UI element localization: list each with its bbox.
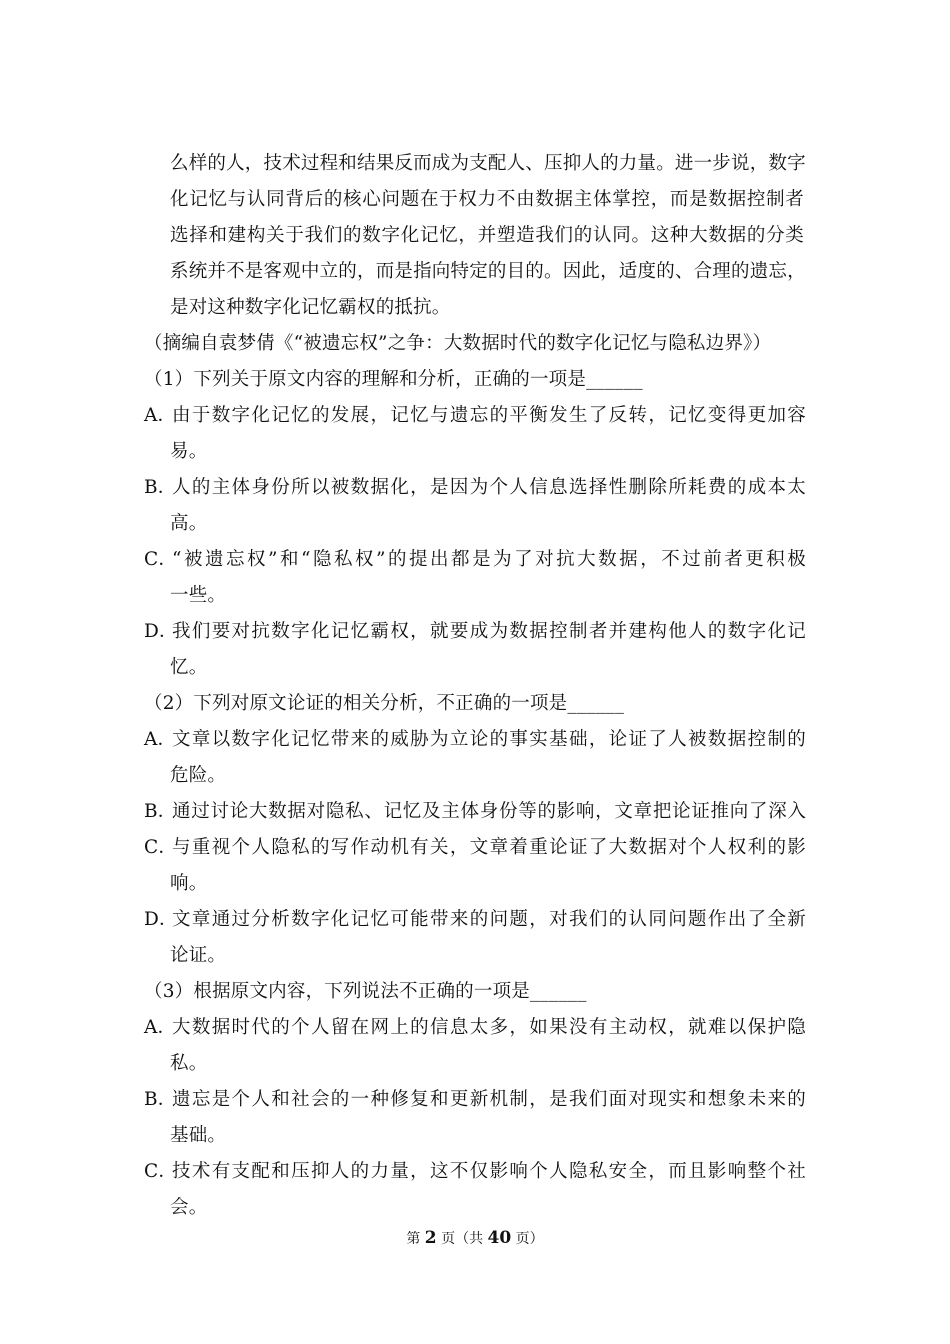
page-footer [0,1228,950,1249]
source-citation: （摘编自袁梦倩《“被遗忘权”之争：大数据时代的数字化记忆与隐私边界》） [144,333,772,354]
q1-option-c-label: C． [144,549,178,570]
passage-line-4: 系统并不是客观中立的，而是指向特定的目的。因此，适度的、合理的遗忘， [170,261,806,282]
q3-option-c-label: C． [144,1161,178,1182]
q2-option-d-label: D． [144,909,178,930]
q1-option-d-label: D． [144,621,178,642]
q1-option-a-text-cont: 易。 [170,441,208,462]
q3-option-b-text-cont: 基础。 [170,1125,227,1146]
passage-line-1: 么样的人，技术过程和结果反而成为支配人、压抑人的力量。进一步说，数字 [170,153,806,174]
passage-line-2: 化记忆与认同背后的核心问题在于权力不由数据主体掌控，而是数据控制者 [170,189,804,210]
q1-option-a-label: A． [144,405,177,426]
q3-option-a-label: A． [144,1017,177,1038]
q2-option-d-text-cont: 论证。 [170,945,227,966]
question-2-stem: （2）下列对原文论证的相关分析，不正确的一项是______ [144,693,625,714]
q1-option-d-text-cont: 忆。 [170,657,208,678]
q2-option-d-text: 文章通过分析数字化记忆可能带来的问题，对我们的认同问题作出了全新 [172,909,806,930]
footer-total-pages: 40 [487,1228,512,1248]
q1-option-b-text-cont: 高。 [170,513,208,534]
footer-suffix: 页） [515,1231,544,1247]
q1-option-a-text: 由于数字化记忆的发展，记忆与遗忘的平衡发生了反转，记忆变得更加容 [172,405,806,426]
q3-option-c-text-cont: 会。 [170,1197,208,1218]
q2-option-b-text: 通过讨论大数据对隐私、记忆及主体身份等的影响，文章把论证推向了深入 [172,801,806,822]
footer-page-number: 2 [424,1228,437,1248]
q1-option-c-text: “被遗忘权”和“隐私权”的提出都是为了对抗大数据，不过前者更积极 [172,549,806,570]
footer-prefix: 第 [406,1231,421,1247]
q2-option-c-text-cont: 响。 [170,873,208,894]
passage-line-5: 是对这种数字化记忆霸权的抵抗。 [170,297,451,318]
q1-option-b-text: 人的主体身份所以被数据化，是因为个人信息选择性删除所耗费的成本太 [172,477,806,498]
q3-option-a-text: 大数据时代的个人留在网上的信息太多，如果没有主动权，就难以保护隐 [172,1017,806,1038]
q2-option-c-label: C． [144,837,178,858]
passage-line-3: 选择和建构关于我们的数字化记忆，并塑造我们的认同。这种大数据的分类 [170,225,804,246]
q2-option-a-text: 文章以数字化记忆带来的威胁为立论的事实基础，论证了人被数据控制的 [172,729,806,750]
q3-option-a-text-cont: 私。 [170,1053,208,1074]
q1-option-d-text: 我们要对抗数字化记忆霸权，就要成为数据控制者并建构他人的数字化记 [172,621,806,642]
q1-option-b-label: B． [144,477,177,498]
q3-option-b-text: 遗忘是个人和社会的一种修复和更新机制，是我们面对现实和想象未来的 [172,1089,806,1110]
q2-option-c-text: 与重视个人隐私的写作动机有关，文章着重论证了大数据对个人权利的影 [172,837,806,858]
q3-option-c-text: 技术有支配和压抑人的力量，这不仅影响个人隐私安全，而且影响整个社 [172,1161,806,1182]
q2-option-a-text-cont: 危险。 [170,765,227,786]
q3-option-b-label: B． [144,1089,177,1110]
q1-option-c-text-cont: 一些。 [170,585,227,606]
footer-mid: 页（共 [441,1231,484,1247]
question-3-stem: （3）根据原文内容，下列说法不正确的一项是______ [144,981,587,1002]
q2-option-a-label: A． [144,729,177,750]
question-1-stem: （1）下列关于原文内容的理解和分析，正确的一项是______ [144,369,643,390]
q2-option-b-label: B． [144,801,177,822]
